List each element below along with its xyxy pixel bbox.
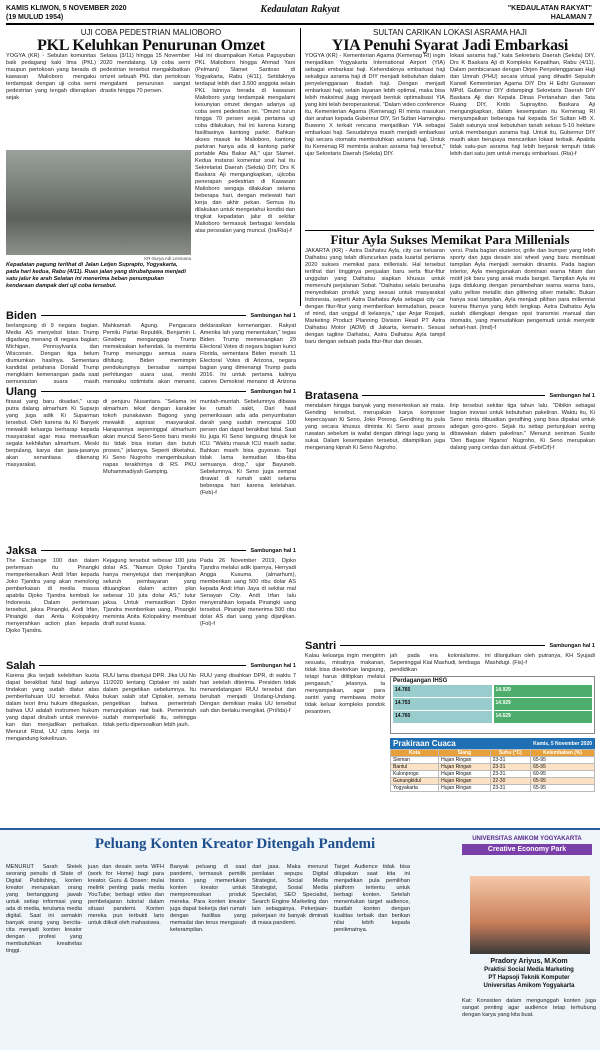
section-column: Kalau keluarga ingin mengirim sesuatu, misalnya makanan, tidak bisa disetorkan langsung, tetapi harus dititipkan melalui pengasuh," jelasnya. Ia menyampaikan, agar para santri yang membawa motor tidak keluar kompleks pondok pesantren.	[305, 653, 385, 715]
header-date: KAMIS KLIWON, 5 NOVEMBER 2020	[6, 5, 127, 12]
table-cell: 65-95	[531, 785, 595, 792]
table-header: Kelembaban (%)	[531, 750, 595, 757]
table-header: Siang	[439, 750, 490, 757]
story-column: YOGYA (KR) - Sebulan komunitas baik pedagang kaki lima (PKL) maupun pertokoan yang berada di kawasan Malioboro mengaku terdampak dengan uji coba semi pedestrian yang tengah diterapkan sejak	[6, 53, 96, 101]
author-block	[462, 958, 596, 990]
section-line	[41, 550, 247, 551]
weather-box	[390, 738, 595, 792]
table-cell: 23-31	[490, 771, 531, 778]
section-column: RUU yang disahkan DPR, di waktu 7 hari setelah diterima. Presiden tidak menandatangani RUU tersebut dan berubah menjadi Undang-Undang. Dengan demikian maka UU tersebut sah dan berlaku mengikat. (Pri/Ida)-f	[200, 673, 296, 714]
section-continued: Sambungan hal 1	[250, 312, 296, 319]
weather-table	[390, 749, 595, 792]
section-column: RUU lama disetujui DPR. Jika UU No 11/2020 tentang Ciptaker ini salah dalam pengetikan sebelumnya. Itu bukan salah staf Ciptaker, semata pengetikan bahwa pemerintah menunjukkan niat baik. Pemerintah sudah memperbaiki itu, sehingga tidak perlu dipersoalkan lebih jauh.	[103, 673, 196, 728]
section-column: di penjuru Nusantara. "Selama ini almarhum tekat dengan karakter tokoh punakawan Bagong yang mewakili aspirasi masyarakat. Harapannya sepeninggal almarhum akan muncul Seno-Seno baru meski itu tidak bisa instan dan butuh proses," jelasnya. Seperti diketahui, Ki Seno Nugroho mengembuskan napas terakhirnya di RS PKU Muhammadiyah Gamping.	[103, 399, 196, 475]
section-continued: Sambungan hal 1	[250, 662, 296, 669]
table-cell: Kulonprogo	[391, 771, 439, 778]
section-line	[39, 665, 246, 666]
section-column: ini dilanjutkan oleh putranya, KH Syujadi Mashdugi. (Fis)-f	[485, 653, 595, 666]
story-pkl	[6, 28, 296, 55]
banner-column: Banyak peluang di saat pandemi, termasuk pemilik bisnis yang memerlukan konten kreator untuk mempromosikan produk mereka. Para konten kreator juga dapat bekerja dari rumah dengan fasilitas yang memadai dan terus mengasah keterampilan.	[170, 864, 246, 933]
table-cell: Hujan Ringan	[439, 757, 490, 764]
weather-date: Kamis, 5 November 2020	[533, 740, 592, 747]
university-logo	[462, 836, 592, 855]
banner-headline: Peluang Konten Kreator Ditengah Pandemi	[94, 836, 376, 852]
section-bratasena	[305, 390, 595, 401]
banner-column: Kat: Konsisten dalam mengunggah konten juga sangat penting agar audience tetap terhubung dengan karya yang kita buat.	[462, 998, 596, 1018]
table-row	[391, 771, 595, 778]
story-column: YOGYA (KR) - Kementerian Agama (Kemenag RI) ingin menjadikan Yogyakarta International Airport (YIA) sebagai embarkasi haji. Kehendaknya embarkasi haji sekaligus asrama haji di DIY menjadi kebutuhan dalam penyelenggaraan ibadah haji. Dengan menjadi embarkasi haji, selain layanan lebih optimal, maka bisa lebih maksimal jiagg menjadi bentuk optimalisasi YIA yang kini telah beroperasional. "Dalam video conference itu, Kementerian Agama (Kemenag) RI minta masukan dan arahan kepada Gubernur DIY, Sri Sultan Hamengku Buwono X terkait rencana menjadikan YIA sebagai embarkasi haji. Sesudahnya masih menjadi embarkasi haji secara otomatis membutuhkan asrama haji. Untuk itu Kemenag RI meminta arahan asrama haji tersebut," ujar Sekretaris Daerah (Sekda) DIY.	[305, 53, 445, 157]
market-value: 14.753	[393, 698, 492, 710]
table-cell: Sleman	[391, 757, 439, 764]
market-title: Perdagangan IHSG	[393, 678, 448, 684]
story-headline: PKL Keluhkan Penurunan Omzet	[37, 37, 265, 54]
section-santri	[305, 640, 595, 651]
story-column: Hal ini disampaikan Ketua Paguyuban PKL Malioboro hingga Ahmad Yani (Pelmani) Slamet Santoso di Yogyakarta, Rabu (4/11). Setidaknya terdapat lebih dari 3.500 anggota selain PKL lainnya berada di kawasan Malioboro yang terdampak mengalami kesunyian omzet dengan adanya uji coba semi pedestrian ini. "Omzet turun hingga 70 persen sejak pertama uji coba dilakukan, hal ini karena kurang fasilitasinya kantong parkir. Bahkan akses masuk ke Malioboro, kantong parkiran hanya ada di kantong parkir portable Abu Bakar Ali," ujar Slamet. Kedua instansi komentar soal hal itu Sekretariat Daerah (Sekda) DIY, Drs K Baskara Aji mengungkapkan, ujicoba penerapan pedestrian di Kawasan Malioboro sengaja dilakukan selama beberapa hari, dengan melewati hari kerja dan akhir pekan. Semua itu dilakukan untuk mengetahui kondisi dan tingkat kepadatan jalur di sekitar Malioboro termasuk berbagai kendala atas persoalan yang muncul. (Ira/Ria)-f	[195, 53, 295, 234]
story-column: versi. Pada bagian eksterior, grille dan bumper yang lebih sporty dan juga desain sisi wheel yang baru membuat tampilan Ayla menjadi semakin dinamis. Pada bagian interior, Ayla menggunakan dominasi warna hitam dan motif jok baru yang anak muda banget. Tampilan Ayla ini juga didukung dengan penambahan warna warna baru, yaitu yellow metallic dan glittering silver metallic. Bukan hanya soal tampilan, Ayla menjadi pilihan para millennial karena fiturnya yang lebih lengkap. Astra Daihatsu Ayla sudah dilengkapi dengan opsi transmisi manual dan otomatis, yang memudahkan pengemudi untuk menyetir sehari-hari. (Imd)-f	[450, 248, 595, 331]
table-cell: Hujan Ringan	[439, 785, 490, 792]
market-box	[390, 676, 595, 734]
table-cell: 60-95	[531, 771, 595, 778]
table-row	[391, 764, 595, 771]
story-kicker: SULTAN CARIKAN LOKASI ASRAMA HAJI	[373, 28, 527, 37]
table-cell: Hujan Ringan	[439, 778, 490, 785]
section-column: berlangsung di 9 negara bagian. Media AS menyebut Istan Trump digadang menang di negara bagian; Michigan, Pennsylvania dan Wisconsin. Dengan tiga belum diumumkan hasilnya. Sementara kandidat petahana Donald Trump mengklaim kemenangan pada saat pemungutan suara masih	[6, 323, 99, 383]
story-rule	[305, 230, 594, 231]
table-cell: Hujan Ringan	[439, 771, 490, 778]
photo-credit: KR-Surya Adi Lesmana	[144, 256, 191, 261]
market-value: 14.629	[494, 711, 593, 723]
section-continued: Sambungan hal 1	[549, 392, 595, 399]
photo-caption: Kepadatan pagung terlihat di Jalan Letjen Suprapto, Yogyakarta, pada hari kedua, Rabu (4/11). Ruas jalan yang dirubahpawa menjadi satu jalur ke arah Selatan ini menerima beban penumpukan kendaraan dampak dari uji coba tersebut.	[6, 262, 186, 289]
section-label: Jaksa	[6, 544, 37, 557]
section-column: Kejagung tersebut sebesar 100 juta dolar AS. "Namun Djoko Tjandra hanya menyetujui dan menjanjikan seluruh pembayaran yang dituangkan dalam action plan sebesar 10 juta dolar AS," tutur jaksa. Untuk memastikan Djoko Tjandra memberikan uang, Pinangki meminta Anita Kolopakiny membuat draft surat kuasa.	[103, 558, 196, 627]
header-hijri-date: (19 MULUD 1954)	[6, 14, 64, 21]
section-continued: Sambungan hal 1	[250, 547, 296, 554]
weather-title: Prakiraan Cuaca	[393, 739, 456, 748]
section-column: Karena jika terjadi kelebihan kuota dapat berakibat fatal bagi adanya tindakan yang sudah diatur atas pemberitahuan UU tersebut. Maka dalam teori ilmu hukum ditegaskan, bahwa UU adalah instrumen hukum yang dapat dirubah untuk merevisi-kan dan menjadikan perbaikan. Menurut Rizal, UU cipta kerja ini mengandung kekeliruan.	[6, 673, 99, 742]
section-line	[41, 315, 247, 316]
banner-column: MENURUT Sarah Steiek seorang penulis di State of Digital Publishing, konten kreator merupakan orang yang bertanggung jawab untuk setiap informasi yang ada di media, terutama media digital. Saat ini semakin banyak orang yang bercita-cita menjadi konten kreator dengan profesi yang membutuhkan kreativitas tinggi.	[6, 864, 82, 954]
section-label: Biden	[6, 309, 37, 322]
author-name: Pradory Ariyus, M.Kom	[490, 958, 568, 965]
section-salah	[6, 660, 296, 671]
header-right	[508, 4, 592, 22]
university-name: UNIVERSITAS AMIKOM YOGYAKARTA	[472, 836, 582, 842]
section-column: muntah-muntah. Sebelumnya dibawa ke rumah sakit, Dari hasil pemeriksaan ada ada penyumbatan darah yang sudah mencapai 100 persen dan dapat berakibat fatal. Saat itu juga Ki Seno langsung dirujuk ke ICU. "Waktu masuk ICU masih sadar. Bahkan masih bisa guyonan. Tapi tidak lama kemudian tiba-tiba semuanya drop," ujar Bayuneb. Sebelumnya, Ki Seno juga sempat dirawat di rumah sakit selama beberapa hari karena kelelahan. (Feb)-f	[200, 399, 296, 496]
section-line	[41, 391, 247, 392]
traffic-photo	[6, 150, 191, 255]
author-company: PT Hapsoji Teknik Komputer	[488, 975, 570, 981]
section-column: lirip tersebut sekitar tiga tahun lalu. "Dibikin sebagai bagian inovasi untuk kebutuhan pakeliran. Waktu itu, Ki Seno minta dibuatkan gendhing yang bisa dipakai untuk adegan goro-goro. Sejak itu setiap pertunjukan sering dibawakan dalam pakeliran." Menurut seniman Susilo 'Den Baguse Ngarso' Nugroho, Ki Seno merupakan dalang yang cerdas dan aktual. (Feb/Cif)-f	[450, 403, 595, 451]
advertorial-banner	[0, 828, 600, 1050]
page-number: HALAMAN 7	[550, 14, 592, 21]
table-cell: Gunungkidul	[391, 778, 439, 785]
header-left	[6, 4, 127, 22]
story-yia	[305, 28, 595, 55]
table-cell: 23-31	[490, 757, 531, 764]
section-biden	[6, 310, 296, 321]
story-ayla-headline: Fitur Ayla Sukses Memikat Para Millenials	[330, 232, 570, 247]
table-cell: 23-31	[490, 764, 531, 771]
table-cell: Hujan Ringan	[439, 764, 490, 771]
section-column: jah pada era kolonialisme. Sepeninggal Kiai Mashudi, lembaga pendidikan	[390, 653, 480, 673]
table-cell: 23-31	[490, 785, 531, 792]
masthead: Kedaulatan Rakyat	[260, 4, 340, 15]
story-column: JAKARTA (KR) - Astra Daihatsu Ayla, city car keluaran Daihatsu yang telah diluncurkan pada kuartal pertama 2020 sukses memikat para millenials. Hal tersebut terlihat dari tingginya penjualan baru serta fitur-fitur unggulan yang Daihatsu siapkan khusus untuk memenuhi perjalanan Sobat. "Daihatsu selalu berusaha menyediakan produk yang sesuai untuk masyarakat Indonesia, seperti Astra Daihatsu Ayla sebagai city car dengan fitur-fitur yang memberikan kemudahan, peace of mind, dan unggul di kelasnya," ujar Anjar Rosjadi, Marketing Product Planning Division Head PT Astra Daihatsu Motor (ADM) di Jakarta, kemarin. Sesuai dengan tagline Daihatsu, Astra Daihatsu Ayla tampil baru dengan sebuah pada fitur-fitur dan desain.	[305, 248, 445, 345]
section-label: Bratasena	[305, 389, 359, 402]
section-line	[362, 395, 545, 396]
table-header: Suhu (°C)	[490, 750, 531, 757]
table-row	[391, 778, 595, 785]
section-continued: Sambungan hal 1	[549, 642, 595, 649]
story-headline: YIA Penuhi Syarat Jadi Embarkasi	[331, 37, 569, 54]
column-divider	[300, 28, 301, 306]
section-column: Pada 26 November 2019, Djoko Tjandra melalui adik iparnya, Herryadi Angga Kusuma (almarhum), memberikan uang 500 ribu dolar AS kepada Andi Irfan Jaya di sekitar mal Senayan City. Andi Irfan lalu menyerahkan kepada Pinangki uang tersebut. Pinangki menerima 500 ribu dolar AS dari uang yang dijanjikan. (Fol)-f	[200, 558, 296, 627]
table-cell: 65-95	[531, 778, 595, 785]
header-paper: "KEDAULATAN RAKYAT"	[507, 5, 592, 12]
table-row	[391, 757, 595, 764]
header-rule	[6, 23, 594, 25]
university-tagline: Creative Economy Park	[462, 844, 592, 855]
market-value: 14.929	[494, 698, 593, 710]
author-role: Praktisi Social Media Marketing	[484, 967, 574, 973]
section-ulang	[6, 386, 296, 397]
market-value: 14.760	[393, 711, 492, 723]
section-label: Santri	[305, 639, 337, 652]
section-column: firasat yang baru disadari," ucap putra dalang almarhum Ki Suparjo yang juga adik Ki Suparman tersebut. Oleh karena itu Ki Banyek mewakili keluarga berharap kepada masyarakat agar mau memaafkan segala kekhilafan almarhum. Meski berpulang, karya dan jasa-jasanya akan senantiasa dikenang masyarakat.	[6, 399, 99, 468]
section-column: deklarasikan kemenangan. Rakyat Amerika lah yang menentukan," tegas Biden. Trump memenangkan 29 Electoral Votes di negara bagian kunci Florida, sementara Biden meraih 11 Electoral Votes di Arizona, negara bagian yang dimenangi Trump pada 2016. Ini untuk pertama kalinya capres Demokrat menang di Arizona	[200, 323, 296, 383]
section-label: Ulang	[6, 385, 37, 398]
story-column: lokasi asrama haji," kata Sekretaris Daerah (Sekda) DIY, Drs K Baskara Aji di Kompleks Kepatihan, Rabu (4/11). Dalam pembicaraan dengan Dirjen Penyelenggaraan Haji dan Umrah (PHU) secara virtual yang dihadiri Sepuluh Kanwil Kementerian Agama DIY Drs H Edhi Gunawan MPdI. Gubernur DIY didampingi Sekretaris Daerah DIY Baskara Aji dan Kepala Dinas Pertanahan dan Tata Ruang DIY, Krido Suprayitno. Baskara Aji mengungkapkan, dalam kesempatan itu Kemenag RI menyampaikan beberapa hal kepada Sri Sultan HB X. Salah satunya soal kebutuhan tanah seluas 5-10 hektare untuk membangun asrama haji. Untuk itu, Gubernur DIY masih akan berupaya mencarikan lokasi terbaik. Apabila tidak satu-pun asrama haji lebih berjarak tempuh tidak lebih dari satu jam untuk menuju embarkasi. (Ria)-f	[450, 53, 595, 157]
market-value: 14.765	[393, 685, 492, 697]
table-cell: Yogyakarta	[391, 785, 439, 792]
author-affiliation: Universitas Amikom Yogyakarta	[483, 983, 575, 989]
table-cell: 65-95	[531, 757, 595, 764]
author-photo	[470, 876, 590, 954]
story-column: Selasa (3/11) hingga 15 November 2020 mendatang. Uji coba semi pedestrian tersebut mengakibatkan omzet sebuah PKL dan pertokoan mengalami penurunan sangat drastis hingga 70 persen.	[100, 53, 190, 94]
section-column: mendalam hingga banyak yang menerteskan air mata. Gending tersebut, merupakan karya komposer kepercayaan Ki Seno, Joko Porong. Gendhing itu pula yang secara khusus diminta Ki Seno saat proses ruwatan sebelum ia wafat dengan diiringi lagu yang ia sukai. Dalam kesempatan tersebut, ditampilkan juga mengenang kiprah Ki Seno Nugroho.	[305, 403, 445, 451]
section-column: Mahkamah Agung. Pengacara Pemilu Partai Republik, Benjamin L Ginsberg menganggap Trump memaksakan kehendak. Ia meminta Trump menunggu semua suara dihitung. Biden memimpin pendukungnya bersabar sampai perhitungan suara usai, meski mengaku optimistis akan menang.	[103, 323, 196, 383]
section-line	[340, 645, 545, 646]
section-column: The Exchange 100 dan dalam pertemuan itu Pinangki memperkenalkan Andi Irfan kepada Joko Tjandra yang akan menolong pemberkasan di media massa apabila Djoko Tjandra kembali ke Indonesia. Dalam pertemuan tersebut, jaksa Pinangki, Andi Irfan, Pinangki dan Anita Kolopakiny menyerahkan action plan kepada Djoko Tjandra.	[6, 558, 99, 634]
story-kicker: UJI COBA PEDESTRIAN MALIOBORO	[80, 28, 222, 37]
section-jaksa	[6, 545, 296, 556]
table-cell: 22-30	[490, 778, 531, 785]
section-label: Salah	[6, 659, 36, 672]
banner-column: juan dan desain serta WFH (work for Home) bagi para kreator. Guru & Dosen: mulai melirik penting pada media YouTube; berbagi video dan pembelajaran tutorial dalam situasi pandemi. Konten mereka pun terbukti laris untuk diikuti oleh mahasiswa.	[88, 864, 164, 926]
table-header: Kota	[391, 750, 439, 757]
banner-column: Target Audience tidak bisa dilupakan saat kita ini menjadikan pula pemilihan platform tertentu untuk berbagi konten. Setelah menentukan target audience, buatlah konten dengan kualitas terbaik dan berikan nilai lebih kepada penikmatnya.	[334, 864, 410, 933]
table-cell: 65-95	[531, 764, 595, 771]
table-cell: Bantul	[391, 764, 439, 771]
section-continued: Sambungan hal 1	[250, 388, 296, 395]
banner-column: dari jasa. Maka menurut penilaian sepupu Digital Strategist, Social Media Strategist, Sosial Media Specialist, SEO Specialist, Search Engine Marketing dan lain sebagainya. Pekerjaan-pekerjaan ini banyak diminati di masa pandemi.	[252, 864, 328, 926]
market-value: 14.929	[494, 685, 593, 697]
table-row	[391, 785, 595, 792]
